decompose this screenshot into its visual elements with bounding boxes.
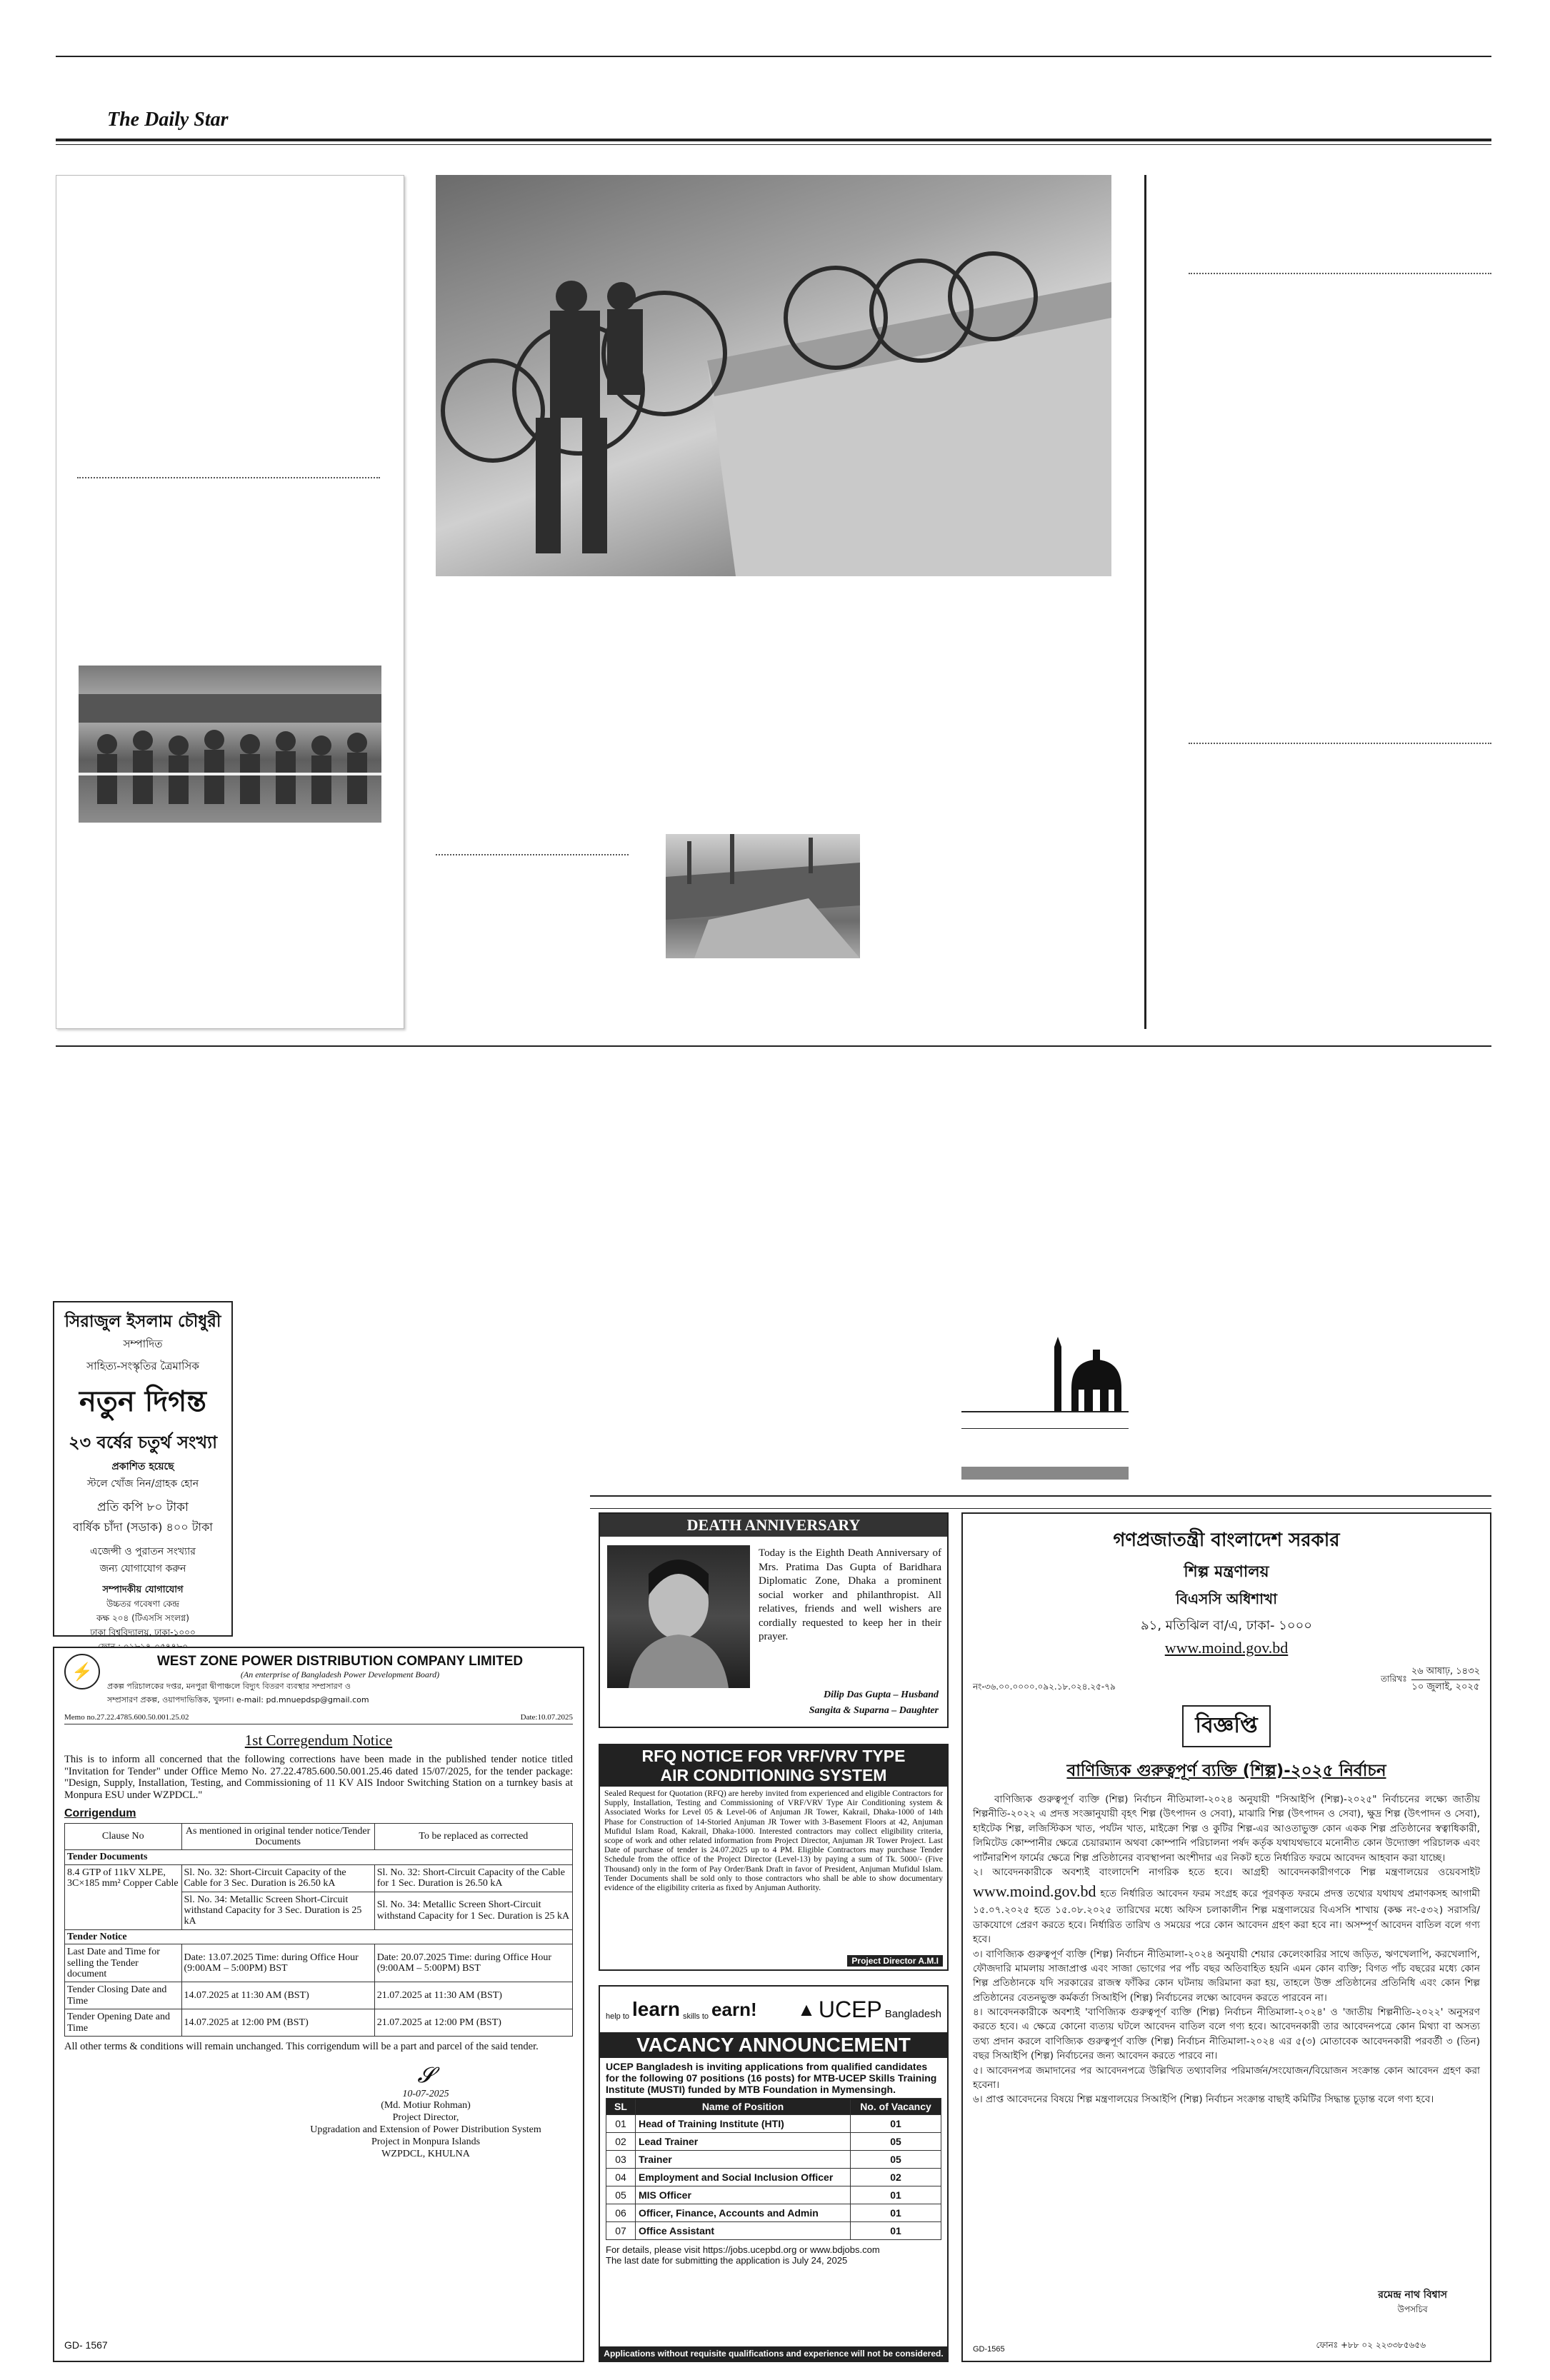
group-photo-figures: [79, 666, 381, 823]
govt-p1: বাণিজ্যিক গুরুত্বপূর্ণ ব্যক্তি (শিল্প) নির্বাচন নীতিমালা-২০২৪ অনুযায়ী "সিআইপি (শিল্প)-২০২৫" নির্বাচনের লক্ষ্যে জাতীয় শিল্পনীতি-২০২২ এ প্রদত্ত সংজ্ঞানুযায়ী বৃহৎ শিল্প (উৎপাদন ও সেবা), মাঝারি শিল্প (উৎপাদন ও সেবা), ক্ষুদ্র শিল্প (উৎপাদন ও সেবা), হাইটেক শিল্প, লজিস্টিকস খাত, পর্যটন খাত, মাইক্রো শিল্প ও কুটির শিল্প-এর আওতাভুক্ত কোন একক শিল্প প্রতিষ্ঠানের স্বত্বাধিকারী, লিমিটেড কোম্পানীর ক্ষেত্রে চেয়ারম্যান অথবা কোম্পানি পরিচালনা পর্ষদ কর্তৃক যথাযথভাবে মনোনীত কোন উদ্যোক্তা পরিচালক এবং পার্টনারশিপ ফার্মের ক্ষেত্রে শিল্প প্রতিষ্ঠানের ব্যবস্থাপনা অংশীদার এর নিকট হতে নির্ধারিত ফরমে আবেদন আহবান করা যাচ্ছে।: [973, 1794, 1480, 1864]
table-cell: MIS Officer: [636, 2186, 851, 2204]
wzpdcl-signature-block: [279, 2063, 573, 2161]
table-cell: Lead Trainer: [636, 2133, 851, 2151]
table-cell: Sl. No. 34: Metallic Screen Short-Circuit withstand Capacity for 3 Sec. Duration is 25 kA: [181, 1892, 374, 1929]
magazine-issue: ২৩ বর্ষের চতুর্থ সংখ্যা: [68, 1432, 218, 1452]
govt-gd: GD-1565: [973, 2345, 1005, 2354]
signature-mark: 𝓢: [417, 2063, 434, 2087]
table-cell: Trainer: [636, 2151, 851, 2169]
govt-phone: ফোনঃ +৮৮ ০২ ২২৩৩৮৫৬৫৬: [1316, 2340, 1426, 2350]
table-cell: Officer, Finance, Accounts and Admin: [636, 2204, 851, 2222]
masthead-rule-thin: [56, 144, 1491, 145]
wzpdcl-address: প্রকল্প পরিচালকের দপ্তর, মনপুরা দ্বীপাঞ্চলে বিদ্যুৎ বিতরণ ব্যবস্থার সম্প্রসারণ ও: [107, 1682, 351, 1691]
magazine-editor: সিরাজুল ইসলাম চৌধুরী: [64, 1312, 221, 1331]
table-cell: Date: 13.07.2025 Time: during Office Hour (9:00AM – 5:00PM) BST: [181, 1944, 374, 1982]
magazine-stall: স্টলে খোঁজ নিন/গ্রাহক হোন: [86, 1478, 199, 1490]
ucep-tagline-big: learn: [632, 1998, 680, 2020]
table-cell: Date: 20.07.2025 Time: during Office Hour (9:00AM – 5:00PM) BST: [374, 1944, 572, 1982]
ucep-intro: UCEP Bangladesh is inviting applications from qualified candidates for the following 07 positions (16 posts) for MTB-UCEP Skills Training Institute (MUSTI) funded by MTB Foundation in Mymensingh.: [606, 2061, 937, 2096]
rfq-title2: AIR CONDITIONING SYSTEM: [600, 1766, 947, 1787]
ucep-warning: Applications without requisite qualifications and experience will not be considered.: [600, 2346, 947, 2361]
table-cell: 8.4 GTP of 11kV XLPE, 3C×185 mm² Copper Cable: [65, 1864, 182, 1929]
govt-p3: ৩। বাণিজ্যিক গুরুত্বপূর্ণ ব্যক্তি (শিল্প) নির্বাচন নীতিমালা-২০২৪ অনুযায়ী শেয়ার কেলেংকারির সাথে জড়িত, ঋণখেলাপি, করখেলাপি, ফৌজদারি মামলায় সাজাপ্রাপ্ত এবং সাজা ভোগের পর পাঁচ বছর অতিবাহিত হয়নি এমন কোন ব্যক্তি; বিগত পাঁচ বছরের মধ্যে কোন শিল্প প্রতিষ্ঠানকে যদি সরকারের রাজস্ব ফাঁকির কোন ঘটনায় জরিমানা করা হয়, তাহলে উক্ত প্রতিষ্ঠানের প্রতিনিধি এবং কোন শিল্প প্রতিষ্ঠানের বেতনভুক্ত কর্মকর্তা সিআইপি (শিল্প) নির্বাচনের লক্ষ্যে আবেদন করতে পারবেন না।: [973, 1948, 1480, 2004]
table-header-row: [606, 2099, 941, 2115]
left-sidebar-divider: [77, 477, 380, 478]
right-column-divider-1: [1189, 273, 1491, 274]
rfq-body: Sealed Request for Quotation (RFQ) are hereby invited from experienced and eligible Contractors for Supply, Installation, Testing and Commissioning of VRF/VRV Type Air Conditioning system & Associated Works for Level 05 & Level-06 of Anjuman JR Tower, Kakrail, Dhaka-1000 of 14th Phase for Construction of 14-Storied Anjuman JR Tower with 3-Basement Floors at 42, Anjuman Mufidul Islam Road, Kakrail, Dhaka-1000. Interested contractors may collect eligibility criteria, scope of work and other related information from Project Director, Anjuman JR Tower Project. Last Date of purchase of tender is 24.07.2025 up to 4 PM. Eligible Contractors may purchase Tender Schedule from the office of the Project Director (Level-13) by paying a sum of Tk. 5000/- (Five Thousand) only in the form of Pay Order/Bank Draft in favor of President, Anjuman Mufidul Islam. Tender Documents shall be sold only to those contractors who shall be able to show documentary evidence of the eligibility criteria as fixed by Anjuman Authority.: [604, 1789, 943, 1893]
magazine-addr3: ঢাকা বিশ্ববিদ্যালয়, ঢাকা-১০০০: [90, 1627, 196, 1637]
death-heading: DEATH ANNIVERSARY: [600, 1514, 947, 1537]
ucep-logo-sub: Bangladesh: [884, 2007, 941, 2020]
table-row: [606, 2133, 941, 2151]
header-cell: SL: [606, 2099, 636, 2115]
ucep-heading: VACANCY ANNOUNCEMENT: [600, 2032, 947, 2058]
magazine-annual: বার্ষিক চাঁদা (সডাক) ৪০০ টাকা: [73, 1520, 213, 1534]
death-portrait: [607, 1545, 750, 1688]
wzpdcl-notice-title: 1st Corregendum Notice: [244, 1732, 393, 1749]
magazine-published: প্রকাশিত হয়েছে: [111, 1461, 174, 1472]
ucep-tagline3: earn!: [711, 1999, 757, 2020]
ads-top-rule: [590, 1495, 1491, 1497]
magazine-title: নতুন দিগন্ত: [79, 1385, 206, 1418]
signatory-project: Upgradation and Extension of Power Distribution System: [310, 2124, 541, 2135]
ucep-tagline-small: help to: [606, 2012, 630, 2021]
ucep-tagline2: skills to: [682, 2012, 709, 2021]
govt-p2-a: ২। আবেদনকারীকে অবশ্যই বাংলাদেশি নাগরিক হতে হবে। আগ্রহী আবেদনকারীগণকে শিল্প মন্ত্রণালয়ের ওয়েবসাইট: [973, 1866, 1480, 1878]
govt-date2: ১০ জুলাই, ২০২৫: [1411, 1682, 1480, 1692]
wzpdcl-gd: GD- 1567: [64, 2339, 108, 2351]
table-cell: Sl. No. 32: Short-Circuit Capacity of the Cable for 3 Sec. Duration is 26.50 kA: [181, 1864, 374, 1892]
govt-memo-row: [973, 1665, 1480, 1695]
table-row: [606, 2204, 941, 2222]
table-cell: Head of Training Institute (HTI): [636, 2115, 851, 2133]
table-row: [65, 1982, 573, 2009]
govt-signatory: রমেন্দ্র নাথ বিশ্বাস: [1378, 2289, 1447, 2301]
govt-p2-web: www.moind.gov.bd: [973, 1882, 1096, 1901]
mosque-icon: [1050, 1332, 1136, 1418]
table-row: [65, 1944, 573, 1982]
header-cell: Clause No: [65, 1823, 182, 1850]
table-cell: 14.07.2025 at 12:00 PM (BST): [181, 2009, 374, 2037]
table-cell: 01: [851, 2222, 941, 2240]
table-row: [606, 2222, 941, 2240]
magazine-edited: সম্পাদিত: [123, 1337, 163, 1350]
table-cell: 01: [851, 2204, 941, 2222]
wzpdcl-header: [64, 1654, 573, 1707]
riverbank-scene: [666, 834, 860, 958]
header-cell: To be replaced as corrected: [374, 1823, 572, 1850]
masthead-logo: The Daily Star: [107, 109, 229, 131]
table-cell: Employment and Social Inclusion Officer: [636, 2169, 851, 2186]
magazine-addr1: উচ্চতর গবেষণা কেন্দ্র: [106, 1599, 179, 1609]
signature-date: 10-07-2025: [402, 2088, 449, 2099]
mosque-icon-svg: [1050, 1332, 1136, 1418]
table-cell: Tender Closing Date and Time: [65, 1982, 182, 2009]
table-cell: 14.07.2025 at 11:30 AM (BST): [181, 1982, 374, 2009]
govt-head4: ৯১, মতিঝিল বা/এ, ঢাকা- ১০০০: [1140, 1618, 1313, 1633]
riverbank-photo: [666, 834, 860, 958]
magazine-ad: [53, 1301, 233, 1637]
table-cell: Office Assistant: [636, 2222, 851, 2240]
table-cell: 05: [851, 2151, 941, 2169]
table-cell: Sl. No. 34: Metallic Screen Short-Circuit withstand Capacity for 1 Sec. Duration is 25 kA: [374, 1892, 572, 1929]
rfq-notice: [599, 1744, 949, 1971]
table-cell: 01: [606, 2115, 636, 2133]
govt-sig-title: উপসচিব: [1397, 2304, 1428, 2314]
govt-p2-b: হতে নির্ধারিত আবেদন ফরম সংগ্রহ করে পূরণকৃত ফরমে প্রদত্ত তথ্যের যথাযথ প্রমাণকসহ আগামী ১৫.০৭.২০২৫ হতে ১৫.০৮.২০২৫ তারিখের মধ্যে অফিস চলাকালীন শিল্প মন্ত্রণালয়ের বিএসসি শাখায় (কক্ষ নং-৫৩২) সরাসরি/ডাকযোগে প্রেরণ করতে হবে। নির্ধারিত তারিখ ও সময়ের পরে কোন আবেদন গ্রহণ করা হবে না। অসম্পূর্ণ আবেদন বাতিল বলে গণ্য হবে।: [973, 1888, 1480, 1946]
wzpdcl-footer-text: All other terms & conditions will remain unchanged. This corrigendum will be a part and parcel of the said tender.: [64, 2040, 539, 2052]
govt-p5: ৫। আবেদনপত্র জমাদানের পর আবেদনপত্রে উল্লিখিত তথ্যাবলির পরিমার্জন/সংযোজন/বিয়োজন সংক্রান্ত কোন আবেদন গ্রহণ করা হবেনা।: [973, 2064, 1480, 2092]
table-cell: Last Date and Time for selling the Tender document: [65, 1944, 182, 1982]
govt-web: www.moind.gov.bd: [1164, 1639, 1289, 1657]
table-cell: 03: [606, 2151, 636, 2169]
prayer-rule-1: [961, 1411, 1129, 1412]
table-cell: 21.07.2025 at 12:00 PM (BST): [374, 2009, 572, 2037]
govt-title: বিজ্ঞপ্তি: [1182, 1705, 1270, 1747]
rfq-sign: Project Director A.M.I: [847, 1955, 943, 1967]
wzpdcl-body: This is to inform all concerned that the following corrections have been made in the published tender notice titled "Invitation for Tender" under Office Memo No. 27.22.4785.600.50.001.25.46 dated 15/07/2025, for the tender package: "Design, Supply, Installation, Testing, and Commissioning of 11 KV AIS Indoor Switching Station on a turnkey basis at Monpura ESU under WZPDCL.": [64, 1754, 573, 1802]
table-section-row: [65, 1929, 573, 1944]
magazine-price: প্রতি কপি ৮০ টাকা: [97, 1500, 189, 1515]
govt-date-label: তারিখঃ: [1380, 1673, 1407, 1684]
wzpdcl-corrigendum: Corrigendum: [64, 1807, 136, 1819]
govt-memo: নং-৩৬.০০.০০০০.০৯২.১৮.০২৪.২৫-৭৯: [973, 1682, 1116, 1692]
table-row: [606, 2169, 941, 2186]
signatory-org: WZPDCL, KHULNA: [381, 2148, 470, 2159]
table-cell: 05: [851, 2133, 941, 2151]
section-label: Tender Documents: [65, 1850, 573, 1864]
table-cell: 01: [851, 2115, 941, 2133]
death-sign1: Dilip Das Gupta – Husband: [823, 1689, 939, 1700]
death-text: Today is the Eighth Death Anniversary of Mrs. Pratima Das Gupta of Baridhara Diplomatic Zone, Dhaka a prominent social worker and philanthropist. All relatives, friends and well wishers are cordially requested to keep her in their prayer.: [759, 1547, 941, 1642]
ucep-vacancy: [599, 1985, 949, 2362]
govt-date1: ২৬ আষাঢ়, ১৪৩২: [1411, 1665, 1480, 1680]
govt-title-wrap: [973, 1705, 1480, 1747]
signatory-title: Project Director,: [392, 2112, 459, 2124]
magazine-agency2: জন্য যোগাযোগ করুন: [99, 1563, 186, 1575]
ucep-table: [606, 2098, 941, 2240]
magazine-subtitle: সাহিত্য-সংস্কৃতির ত্রৈমাসিক: [86, 1360, 199, 1372]
ucep-logo-icon: ▲: [797, 1998, 816, 2020]
wzpdcl-memo: Memo no.27.22.4785.600.50.001.25.02: [64, 1713, 189, 1722]
prayer-rule-2: [961, 1428, 1129, 1429]
table-row: [606, 2186, 941, 2204]
govt-date-block: [1381, 1665, 1480, 1695]
header-cell: As mentioned in original tender notice/Tender Documents: [181, 1823, 374, 1850]
section-label: Tender Notice: [65, 1929, 573, 1944]
govt-head2: শিল্প মন্ত্রণালয়: [1184, 1563, 1269, 1581]
center-column-divider: [436, 854, 629, 855]
govt-notice: [961, 1512, 1491, 2362]
column-divider-right: [1144, 175, 1146, 1029]
right-column-divider-2: [1189, 743, 1491, 744]
table-header-row: [65, 1823, 573, 1850]
ucep-details: For details, please visit https://jobs.ucepbd.org or www.bdjobs.com: [606, 2244, 880, 2256]
table-row: [606, 2115, 941, 2133]
left-sidebar-box: [56, 175, 404, 1029]
wzpdcl-address2: সম্প্রসারণ প্রকল্প, ওয়াপদাভিত্তিক, খুলনা। e-mail: pd.mnuepdsp@gmail.com: [107, 1695, 369, 1704]
govt-head1: গণপ্রজাতন্ত্রী বাংলাদেশ সরকার: [1113, 1530, 1340, 1551]
portrait-figure: [607, 1545, 750, 1688]
main-photo-scene: [436, 175, 1111, 576]
header-cell: Name of Position: [636, 2099, 851, 2115]
table-cell: 02: [606, 2133, 636, 2151]
magazine-addr2: কক্ষ ২০৪ (টিএসসি সংলগ্ন): [96, 1613, 189, 1623]
govt-head3: বিএসসি অধিশাখা: [1176, 1590, 1277, 1607]
govt-dates: [1411, 1665, 1480, 1695]
signatory-project2: Project in Monpura Islands: [371, 2136, 481, 2147]
death-anniversary: [599, 1512, 949, 1728]
table-cell: 06: [606, 2204, 636, 2222]
ucep-deadline: The last date for submitting the application is July 24, 2025: [606, 2255, 848, 2266]
govt-subtitle: বাণিজ্যিক গুরুত্বপূর্ণ ব্যক্তি (শিল্প)-২০২৫ নির্বাচন: [1066, 1762, 1386, 1780]
table-row: [65, 2009, 573, 2037]
govt-signature: [1378, 2286, 1447, 2318]
signatory-name: (Md. Motiur Rohman): [381, 2100, 471, 2112]
wzpdcl-logo-icon: ⚡: [64, 1654, 100, 1689]
bottom-editorial-rule: [56, 1045, 1491, 1047]
wzpdcl-company: WEST ZONE POWER DISTRIBUTION COMPANY LIMITED: [156, 1654, 524, 1669]
magazine-contact-head: সম্পাদকীয় যোগাযোগ: [102, 1585, 184, 1595]
main-photo-rickshaw-seizure: [436, 175, 1111, 576]
wzpdcl-table: [64, 1823, 573, 2037]
group-photo: [79, 666, 381, 823]
table-cell: 01: [851, 2186, 941, 2204]
table-cell: 07: [606, 2222, 636, 2240]
wzpdcl-enterprise: (An enterprise of Bangladesh Power Development Board): [240, 1669, 440, 1679]
wzpdcl-memo-row: [64, 1713, 573, 1724]
table-cell: 05: [606, 2186, 636, 2204]
prayer-bar: [961, 1467, 1129, 1480]
ads-top-rule-2: [590, 1508, 1491, 1509]
masthead-rule: [56, 139, 1491, 141]
table-row: [65, 1864, 573, 1892]
govt-p6: ৬। প্রাপ্ত আবেদনের বিষয়ে শিল্প মন্ত্রণালয়ের সিআইপি (শিল্প) নির্বাচন সংক্রান্ত বাছাই কমিটির সিদ্ধান্ত চূড়ান্ত বলে গণ্য হবে।: [973, 2094, 1434, 2106]
ucep-logo: [797, 1997, 941, 2023]
table-cell: 04: [606, 2169, 636, 2186]
ucep-logo-text: UCEP: [818, 1996, 882, 2022]
wzpdcl-notice: [53, 1647, 584, 2362]
top-rule: [56, 56, 1491, 57]
ucep-tagline: [606, 1998, 757, 2021]
rfq-title1: RFQ NOTICE FOR VRF/VRV TYPE: [600, 1745, 947, 1766]
govt-p2: [973, 1865, 1480, 1947]
table-section-row: [65, 1850, 573, 1864]
table-cell: 02: [851, 2169, 941, 2186]
death-sign2: Sangita & Suparna – Daughter: [809, 1705, 939, 1716]
header-cell: No. of Vacancy: [851, 2099, 941, 2115]
table-cell: Sl. No. 32: Short-Circuit Capacity of the Cable for 1 Sec. Duration is 26.50 kA: [374, 1864, 572, 1892]
magazine-agency: এজেন্সী ও পুরাতন সংখ্যার: [90, 1546, 196, 1557]
table-cell: Tender Opening Date and Time: [65, 2009, 182, 2037]
table-cell: 21.07.2025 at 11:30 AM (BST): [374, 1982, 572, 2009]
wzpdcl-date: Date:10.07.2025: [520, 1713, 573, 1722]
table-row: [606, 2151, 941, 2169]
ucep-header: [600, 1987, 947, 2032]
govt-p4: ৪। আবেদনকারীকে অবশ্যই 'বাণিজ্যিক গুরুত্বপূর্ণ ব্যক্তি (শিল্প) নির্বাচন নীতিমালা-২০২৪' ও 'জাতীয় শিল্পনীতি-২০২২' অনুসরণ করতে হবে। এ ক্ষেত্রে কোনো ব্যত্যয় ঘটলে আবেদন বাতিল বলে গণ্য হবে। আবেদনকারী তার আবেদনপত্রে কোন মিথ্যা বা অসত্য তথ্য প্রদান করলে বাণিজ্যিক গুরুত্বপূর্ণ ব্যক্তি (শিল্প) নির্বাচন নীতিমালা-২০২৪ এর ৫(৩) মোতাবেক আবেদনকারী পরবর্তী ৩ (তিন) বছর সিআইপি (শিল্প) নির্বাচনের জন্য আবেদন করতে পারবে না।: [973, 2007, 1480, 2062]
